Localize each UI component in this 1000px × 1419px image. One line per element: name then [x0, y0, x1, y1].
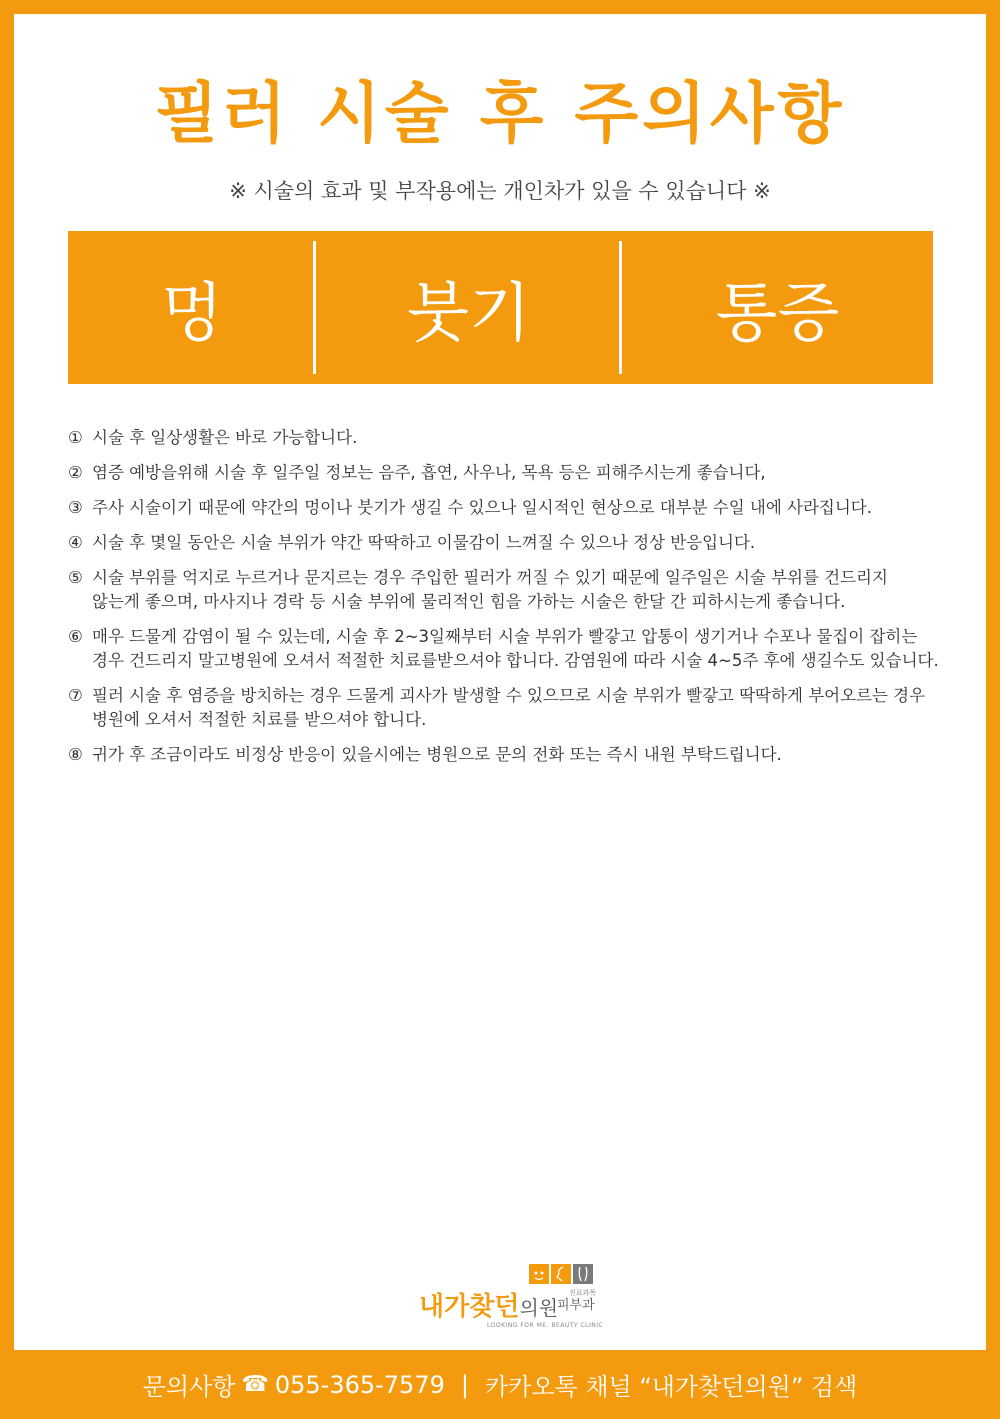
symptom-banner: [68, 231, 933, 384]
note-number: ⑧: [68, 745, 83, 764]
list-item: [68, 426, 948, 450]
list-item: [68, 684, 948, 732]
face-icon: [529, 1264, 549, 1284]
precaution-list: [68, 426, 948, 778]
document-sheet: [14, 14, 986, 1350]
kakao-channel: 카카오톡 채널 “내가찾던의원” 검색: [484, 1373, 858, 1401]
note-text: 시술 부위를 억지로 누르거나 문지르는 경우 주입한 필러가 꺼질 수 있기 때문에 일주일은 시술 부위를 건드리지 않는게 좋으며, 마사지나 경락 등 시술 부위에 물리적인 힘을 가하는 시술은 한달 간 피하시는게 좋습니다.: [92, 568, 888, 611]
note-number: ⑤: [68, 568, 83, 587]
profile-icon: [551, 1264, 571, 1284]
clinic-logo: [419, 1264, 604, 1344]
note-text: 시술 후 일상생활은 바로 가능합니다.: [92, 428, 358, 447]
list-item: [68, 461, 948, 485]
note-text: 염증 예방을위해 시술 후 일주일 정보는 음주, 흡연, 사우나, 목욕 등은 피해주시는게 좋습니다,: [92, 463, 766, 482]
contact-footer: [0, 1350, 1000, 1419]
note-number: ④: [68, 533, 83, 552]
logo-dept: 피부과: [557, 1298, 595, 1313]
list-item: [68, 743, 948, 767]
list-item: [68, 566, 948, 614]
logo-name: 내가찾던의원: [419, 1292, 559, 1322]
note-number: ⑥: [68, 627, 83, 646]
banner-label: 붓기: [407, 276, 531, 351]
note-text: 매우 드물게 감염이 될 수 있는데, 시술 후 2~3일째부터 시술 부위가 빨갛고 압통이 생기거나 수포나 물집이 잡히는 경우 건드리지 말고병원에 오셔서 적절한 치료를받으셔야 합니다. 감염원에 따라 시술 4~5주 후에 생길수도 있습니다.: [92, 627, 939, 670]
note-text: 필러 시술 후 염증을 방치하는 경우 드물게 괴사가 발생할 수 있으므로 시술 부위가 빨갛고 딱딱하게 부어오르는 경우 병원에 오셔서 적절한 치료를 받으셔야 합니다.: [92, 686, 926, 729]
note-number: ②: [68, 463, 83, 482]
banner-item-pain: [622, 231, 933, 384]
page-subtitle: ※ 시술의 효과 및 부작용에는 개인차가 있을 수 있습니다 ※: [229, 179, 771, 203]
note-text: 주사 시술이기 때문에 약간의 멍이나 붓기가 생길 수 있으나 일시적인 현상으로 대부분 수일 내에 사라집니다.: [92, 498, 872, 517]
banner-label: 통증: [715, 276, 840, 351]
note-number: ⑦: [68, 686, 83, 705]
logo-dept-small: 진료과목: [569, 1289, 597, 1297]
body-icon: [573, 1264, 593, 1284]
list-item: [68, 625, 948, 673]
note-number: ③: [68, 498, 83, 517]
phone-number[interactable]: 055-365-7579: [274, 1370, 445, 1399]
logo-english: LOOKING FOR ME. BEAUTY CLINIC: [487, 1322, 604, 1329]
page-title: 필러 시술 후 주의사항: [154, 75, 846, 152]
contact-label: 문의사항: [142, 1373, 236, 1401]
phone-icon: ☎: [241, 1372, 269, 1397]
logo-icons: [529, 1264, 593, 1284]
note-text: 귀가 후 조금이라도 비정상 반응이 있을시에는 병원으로 문의 전화 또는 즉시 내원 부탁드립니다.: [92, 745, 782, 764]
banner-item-swelling: [316, 231, 622, 384]
footer-separator: |: [460, 1370, 469, 1399]
list-item: [68, 531, 948, 555]
note-text: 시술 후 몇일 동안은 시술 부위가 약간 딱딱하고 이물감이 느껴질 수 있으나 정상 반응입니다.: [92, 533, 756, 552]
list-item: [68, 496, 948, 520]
banner-label: 멍: [161, 276, 223, 351]
banner-item-bruise: [68, 231, 316, 384]
note-number: ①: [68, 428, 83, 447]
